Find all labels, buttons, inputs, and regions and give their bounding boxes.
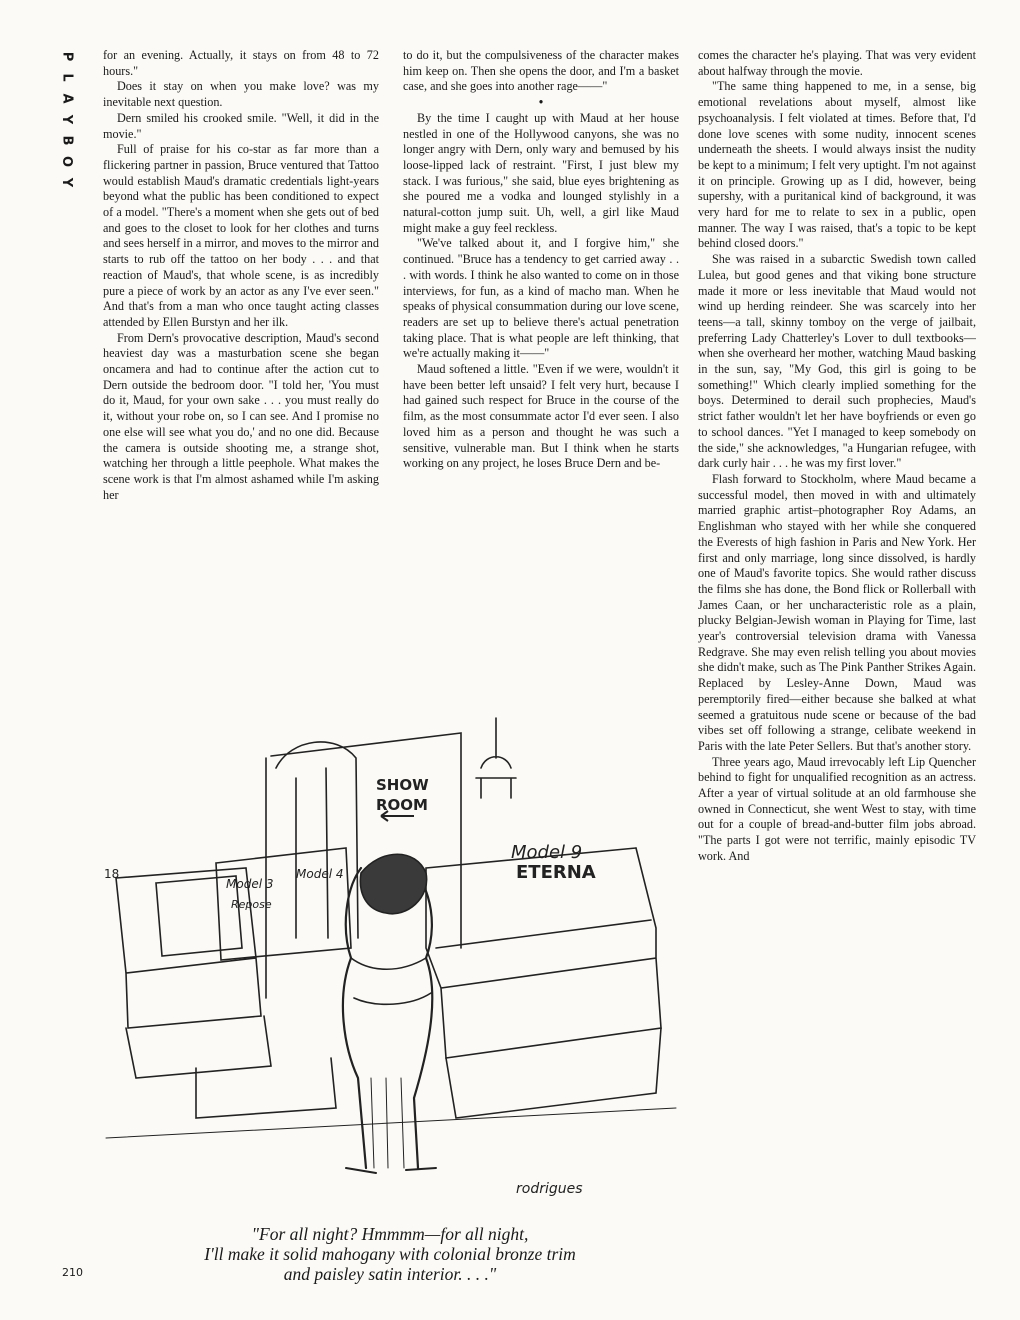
masthead-letter: A xyxy=(59,93,75,104)
paragraph: Dern smiled his crooked smile. "Well, it did in the movie." xyxy=(103,110,379,141)
sign-model4: Model 4 xyxy=(296,867,344,881)
paragraph: By the time I caught up with Maud at her house nestled in one of the Hollywood canyons, she was no longer angry with Dern, only wary and bemused by his loose-lipped lack of restraint. "First, I just blew my stack. I was furious," she said, blue eyes brightening as she poured me a vodka and lounged stylishly in a natural-cotton jump suit. Uh, well, a girl like Maud might make a guy feel reckless. xyxy=(403,110,679,235)
paragraph: "The same thing happened to me, in a sense, big emotional revelations about myself, almost like psychoanalysis. I felt violated at times. Before that, I'd done love scenes with some nudity, innocent scenes underneath the sheets. I would always insist the nudity be kept to a minimum; I felt very uptight. I'm not against it on principle. Growing up as I did, however, being supershy, with a puritanical kind of background, it was very hard for me to relate to sex in a public, open manner. The way I was raised, that's a topic to be kept behind closed doors." xyxy=(698,79,976,251)
caption-line: and paisley satin interior. . . ." xyxy=(283,1264,497,1284)
sign-model3: Model 3 xyxy=(226,877,274,891)
masthead-letter: B xyxy=(59,135,75,146)
artist-signature: rodrigues xyxy=(516,1181,583,1197)
paragraph: comes the character he's playing. That was very evident about halfway through the movie. xyxy=(698,48,976,78)
article-column-1 xyxy=(103,48,379,692)
masthead-letter: O xyxy=(59,155,75,168)
paragraph: From Dern's provocative description, Maud's second heaviest day was a masturbation scene she began oncamera and had to continue after the action cut to Dern outside the bedroom door. "I told her, 'You must do it, Maud, for your own sake . . . you must really do it, without your robe on, so I can see. And I promise no one else will see what you do,' and no one did. Because the camera is outside shooting me, a strange shot, watching her through a little peephole. What makes the scene work is that I'm almost ashamed while I'm asking her xyxy=(103,330,379,502)
caption-line: "For all night? Hmmmm—for all night, xyxy=(251,1224,529,1244)
masthead-letter: Y xyxy=(59,114,75,125)
paragraph: Flash forward to Stockholm, where Maud became a successful model, then moved in with and ultimately married graphic artist–photographer Roy Adams, an Englishman who stayed with her while she conquered the Everests of high fashion in Paris and New York. Her first and only marriage, long since dissolved, is hardly one of Maud's favorite topics. She would rather discuss the films she has done, the Bond flick or Rollerball with James Caan, or her uncharacteristic role as a plain, plucky Belgian-Jewish woman in Playing for Time, last year's controversial television drama with Vanessa Redgrave. She may even relish telling you about movies she didn't make, such as The Pink Panther Strikes Again. Replaced by Lesley-Anne Down, Maud was peremptorily fired—either because she balked at what seemed a gratuitous nude scene or because of the bad vibes set off following a strange, celibate weekend in Paris with the late Peter Sellers. But that's another story. xyxy=(698,471,976,753)
paragraph: She was raised in a subarctic Swedish town called Lulea, but good genes and that viking bone structure made it more or less inevitable that Maud would not wind up herding reindeer. She was scarcely into her teens—a tall, skinny tomboy on the verge of jailbait, preferring Lady Chatterley's Lover to dull textbooks—when she overheard her mother, watching Maud basking in the sun, say, "My God, this girl is going to be something!" Which clearly implied something for the boys. Determined to derail such prophecies, Maud's strict father wouldn't let her have boyfriends or even go to school dances. "Yet I managed to keep somebody on the side," she acknowledges, "a Hungarian refugee, with dark curly hair . . . he was my first lover." xyxy=(698,252,976,471)
paragraph: to do it, but the compulsiveness of the character makes him keep on. Then she opens the door, and I'm a basket case, and she goes into another rage——" xyxy=(403,48,679,94)
sign-room: ROOM xyxy=(376,796,428,814)
sign-number-18: 18 xyxy=(104,867,120,881)
cartoon-caption xyxy=(120,1224,660,1284)
masthead-letter: L xyxy=(59,73,75,82)
paragraph: Does it stay on when you make love? was my inevitable next question. xyxy=(103,79,379,110)
paragraph: Three years ago, Maud irrevocably left Lip Quencher behind to fight for unqualified recognition as an actress. After a year of virtual solitude at an old farmhouse she owned in Connecticut, she went West to stay, with time out for a couple of bread-and-butter film jobs abroad. "The parts I got were not terrific, mainly episodic TV work. And xyxy=(698,754,976,863)
chandelier xyxy=(476,718,516,798)
article-column-3 xyxy=(698,48,976,1288)
paragraph: "We've talked about it, and I forgive him," she continued. "Bruce has a tendency to get carried away . . . with words. I think he also wanted to come on in those interviews, for fun, as a kind of macho man. When he speaks of physical consummation during our love scene, readers are set up to believe there's actual penetration taking place. That is what people are left thinking, that we're actually making it——" xyxy=(403,236,679,361)
magazine-masthead xyxy=(56,46,78,193)
paragraph: for an evening. Actually, it stays on from 48 to 72 hours." xyxy=(103,48,379,78)
cartoon-illustration xyxy=(96,698,688,1206)
section-separator: • xyxy=(538,95,544,110)
masthead-letter: Y xyxy=(59,177,75,188)
sign-model9: Model 9 xyxy=(511,842,583,863)
article-column-2 xyxy=(403,48,679,692)
paragraph: Maud softened a little. "Even if we were, wouldn't it have been better left unsaid? I felt very hurt, because I had gained such respect for Bruce in the course of the film, as the most consummate actor I'd ever seen. I also loved him as a person and thought he was such a sensitive, vulnerable man. But I think when he starts working on any project, he loses Bruce Dern and be- xyxy=(403,362,679,471)
sign-show: SHOW xyxy=(376,776,429,794)
sign-eterna: ETERNA xyxy=(516,862,596,883)
page-number: 210 xyxy=(62,1266,83,1279)
caption-line: I'll make it solid mahogany with colonial bronze trim xyxy=(204,1244,576,1264)
masthead-letter: P xyxy=(59,51,75,62)
sign-repose: Repose xyxy=(231,898,272,911)
paragraph: Full of praise for his co-star as far more than a flickering partner in passion, Bruce ventured that Tattoo would establish Maud's dramatic credentials light-years beyond what the public has been conditioned to expect of a model. "There's a moment when she gets out of bed and goes to the closet to look for her clothes and turns and sees herself in a mirror, and moves to the mirror and starts to rub off the tattoo on her body . . . and that reaction of Maud's, that whole scene, is as incredibly pure a piece of work by an actor as any I've ever seen." And that's from a man who once taught acting classes attended by Ellen Burstyn and her ilk. xyxy=(103,142,379,329)
